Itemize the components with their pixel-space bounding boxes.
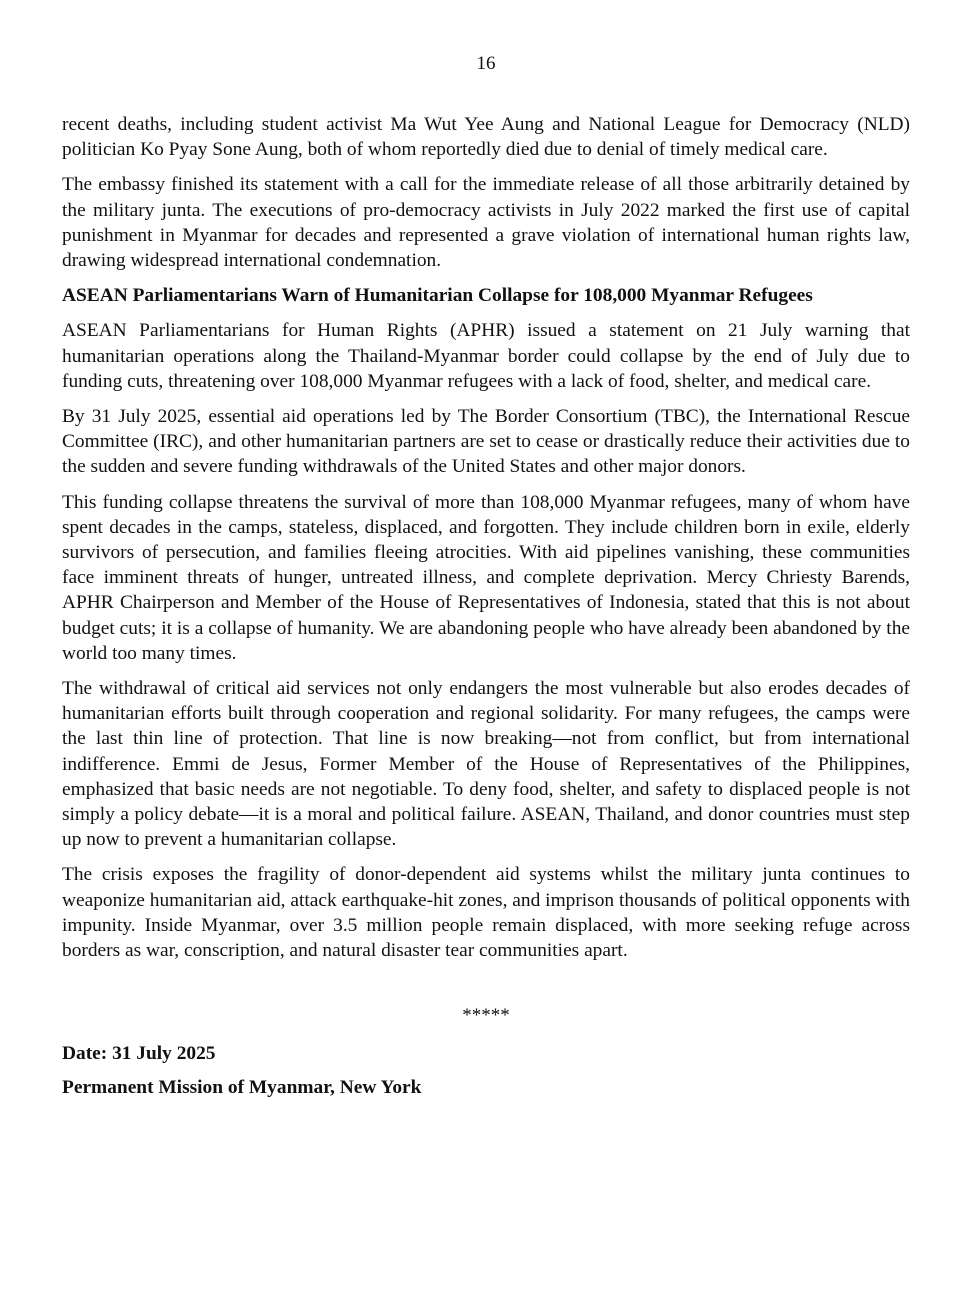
mission-line: Permanent Mission of Myanmar, New York [62, 1077, 422, 1098]
paragraph-aid-operations: By 31 July 2025, essential aid operations led by The Border Consortium (TBC), the International Rescue Committee (IRC), and other humanitarian partners are set to cease or drastically reduce their activities due to the sudden and severe funding withdrawals of the United States and other major donors. [62, 406, 910, 478]
paragraph-recent-deaths: recent deaths, including student activist Ma Wut Yee Aung and National League for Democracy (NLD) politician Ko Pyay Sone Aung, both of whom reportedly died due to denial of timely medical care. [62, 114, 910, 161]
date-line: Date: 31 July 2025 [62, 1043, 216, 1064]
paragraph-funding-collapse: This funding collapse threatens the survival of more than 108,000 Myanmar refugees, many of whom have spent decades in the camps, stateless, displaced, and forgotten. They include children born in exile, elderly survivors of persecution, and families fleeing atrocities. With aid pipelines vanishing, these communities face imminent threats of hunger, untreated illness, and complete deprivation. Mercy Chriesty Barends, APHR Chairperson and Member of the House of Representatives of Indonesia, stated that this is not about budget cuts; it is a collapse of humanity. We are abandoning people who have already been abandoned by the world too many times. [62, 491, 910, 664]
paragraph-aphr-statement: ASEAN Parliamentarians for Human Rights (APHR) issued a statement on 21 July warning that humanitarian operations along the Thailand-Myanmar border could collapse by the end of July due to funding cuts, threatening over 108,000 Myanmar refugees with a lack of food, shelter, and medical care. [62, 320, 910, 392]
paragraph-embassy-statement: The embassy finished its statement with a call for the immediate release of all those arbitrarily detained by the military junta. The executions of pro-democracy activists in July 2022 marked the first use of capital punishment in Myanmar for decades and represented a grave violation of international human rights law, drawing widespread international condemnation. [62, 174, 910, 272]
section-heading: ASEAN Parliamentarians Warn of Humanitarian Collapse for 108,000 Myanmar Refugees [62, 285, 813, 307]
page-number: 16 [476, 53, 496, 74]
paragraph-crisis: The crisis exposes the fragility of donor-dependent aid systems whilst the military junta continues to weaponize humanitarian aid, attack earthquake-hit zones, and imprison thousands of political opponents with impunity. Inside Myanmar, over 3.5 million people remain displaced, with more seeking refuge across borders as war, conscription, and natural disaster tear communities apart. [62, 864, 910, 962]
section-separator: ***** [462, 1005, 510, 1026]
body-text [62, 112, 910, 973]
paragraph-withdrawal: The withdrawal of critical aid services not only endangers the most vulnerable but also erodes decades of humanitarian efforts built through cooperation and regional solidarity. For many refugees, the camps were the last thin line of protection. That line is now breaking—not from conflict, but from international indifference. Emmi de Jesus, Former Member of the House of Representatives of the Philippines, emphasized that basic needs are not negotiable. To deny food, shelter, and safety to displaced people is not simply a policy debate—it is a moral and political failure. ASEAN, Thailand, and donor countries must step up now to prevent a humanitarian collapse. [62, 678, 910, 851]
